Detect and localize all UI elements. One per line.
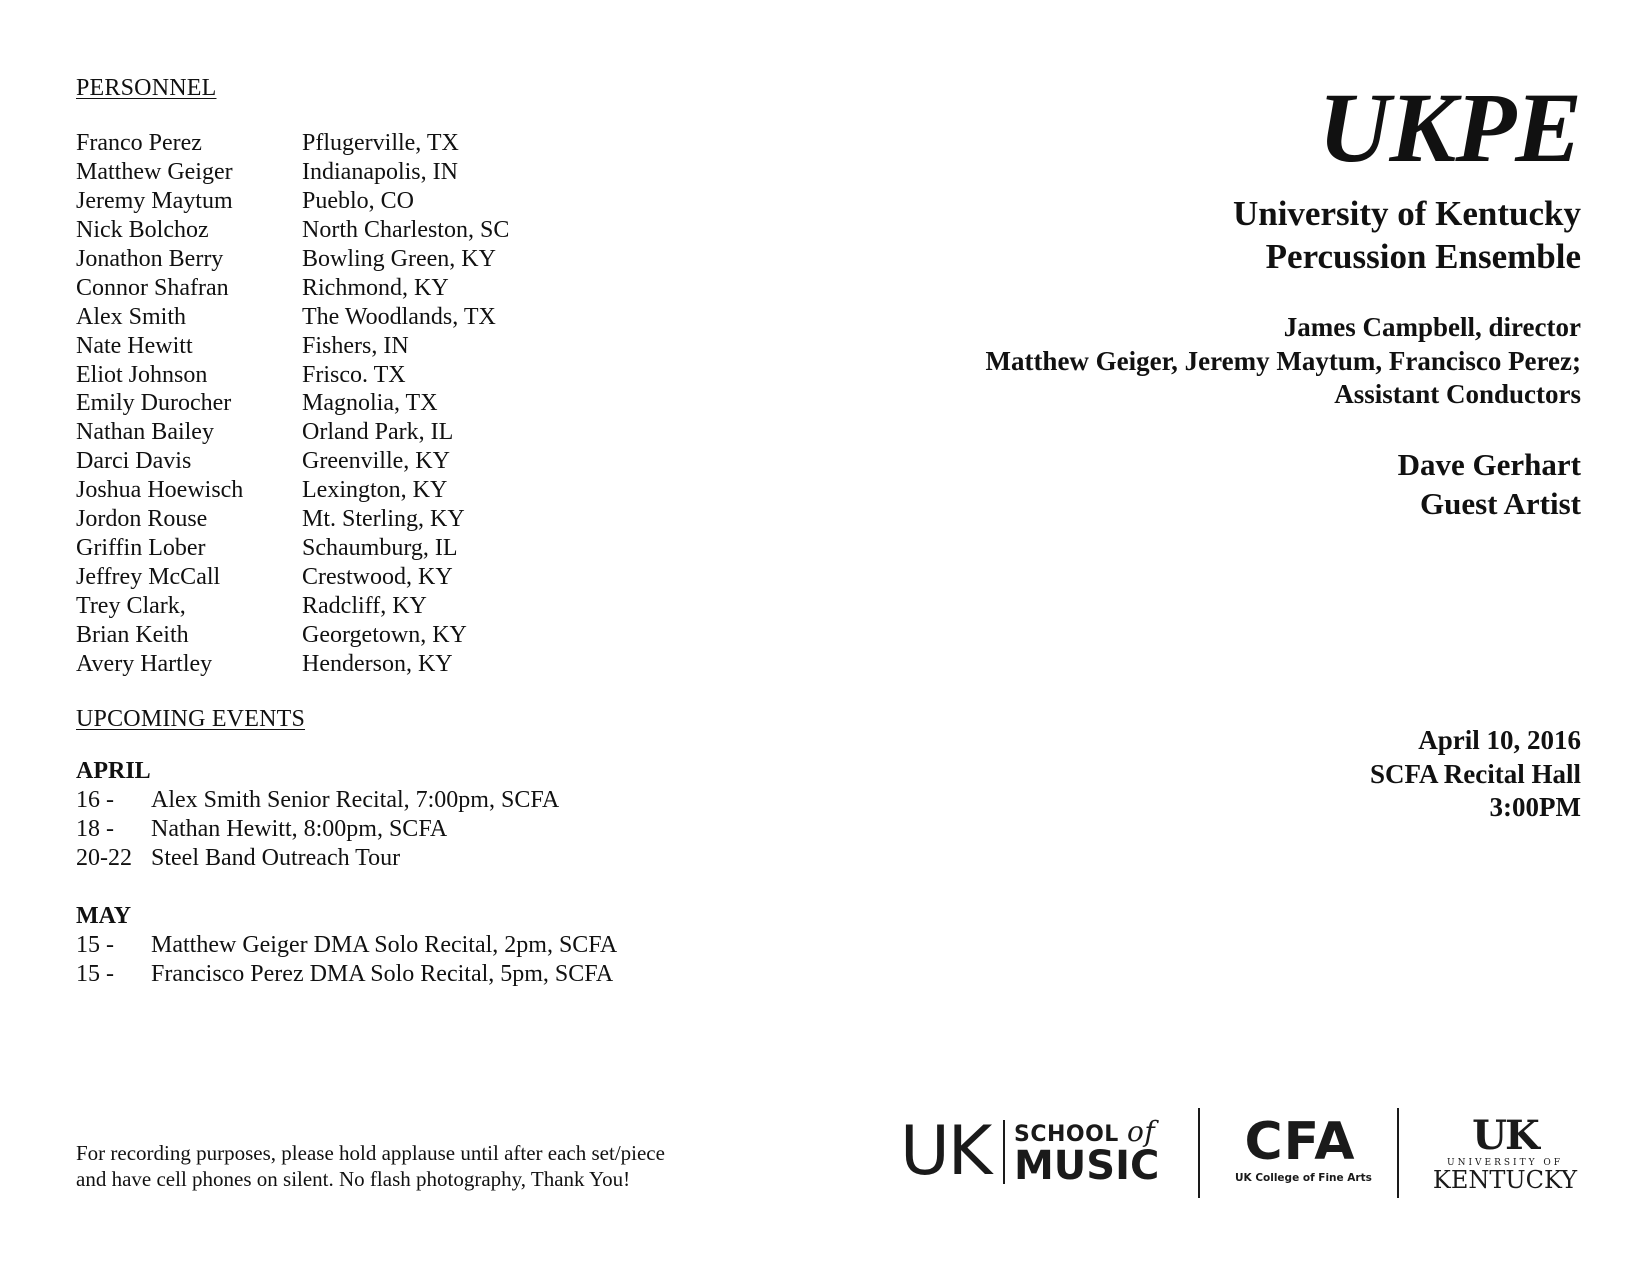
member-hometown: Indianapolis, IN [302,158,458,185]
member-hometown: Magnolia, TX [302,390,438,417]
member-name: Nick Bolchoz [76,216,209,243]
member-hometown: Schaumburg, IL [302,535,458,562]
university-of-text: UNIVERSITY OF [1446,1158,1563,1168]
member-name: Nathan Bailey [76,419,214,446]
april-events [76,757,559,873]
event-description: Francisco Perez DMA Solo Recital, 5pm, SCFA [151,961,614,987]
event-row [76,960,617,989]
personnel-list [76,129,509,679]
event-row [76,844,559,873]
guest-name: Dave Gerhart [1397,447,1581,482]
personnel-row [76,187,509,216]
personnel-row [76,447,509,476]
concert-date: April 10, 2016 [1418,725,1581,755]
personnel-row [76,418,509,447]
member-hometown: Pflugerville, TX [302,130,459,156]
member-hometown: Orland Park, IL [302,419,454,446]
guest-artist [1398,445,1581,523]
member-name: Darci Davis [76,448,192,475]
event-row [76,786,559,815]
personnel-row [76,650,509,679]
guest-role: Guest Artist [1419,486,1581,521]
member-hometown: Fishers, IN [302,332,409,359]
personnel-row [76,389,509,418]
concert-time: 3:00PM [1489,792,1581,822]
member-name: Brian Keith [76,621,189,648]
personnel-row [76,332,509,361]
upcoming-events-heading: UPCOMING EVENTS [76,706,306,732]
personnel-row [76,505,509,534]
personnel-row [76,158,509,187]
of-word: of [1127,1115,1156,1148]
member-hometown: Crestwood, KY [302,564,453,591]
member-hometown: Radcliff, KY [302,593,427,619]
director-line: James Campbell, director [1283,312,1581,342]
member-name: Jeremy Maytum [76,187,233,214]
footer-note [76,1140,665,1192]
member-name: Nate Hewitt [76,332,193,359]
member-name: Trey Clark, [76,593,186,619]
cfa-caption: UK College of Fine Arts [1235,1172,1372,1184]
month-title: MAY [76,903,132,929]
music-word: MUSIC [1014,1143,1160,1189]
personnel-row [76,361,509,390]
org-line-1: University of Kentucky [1232,194,1581,233]
event-date: 18 - [76,816,114,842]
personnel-row [76,303,509,332]
event-description: Steel Band Outreach Tour [151,845,401,871]
concert-venue: SCFA Recital Hall [1370,758,1581,789]
personnel-row [76,476,509,505]
personnel-row [76,245,509,274]
uk-logo-divider [1003,1120,1005,1184]
month-title: APRIL [76,758,151,784]
event-date: 16 - [76,787,114,813]
member-hometown: Pueblo, CO [302,187,415,214]
member-hometown: North Charleston, SC [302,216,510,243]
member-hometown: Lexington, KY [302,477,448,504]
cfa-logo [1235,1112,1372,1184]
event-description: Alex Smith Senior Recital, 7:00pm, SCFA [151,787,560,813]
event-date: 20-22 [76,845,132,871]
personnel-row [76,129,509,158]
member-name: Connor Shafran [76,274,229,301]
personnel-row [76,563,509,592]
footer-line-2: and have cell phones on silent. No flash photography, Thank You! [76,1167,631,1191]
organization-name [1233,192,1581,278]
event-date: 15 - [76,961,114,987]
member-name: Franco Perez [76,130,202,156]
may-events [76,902,617,989]
member-hometown: Richmond, KY [302,274,449,301]
member-hometown: The Woodlands, TX [302,303,496,330]
logo-separator [1198,1108,1200,1198]
event-row [76,815,559,844]
member-name: Matthew Geiger [76,158,233,185]
member-name: Jordon Rouse [76,506,208,533]
member-hometown: Bowling Green, KY [302,245,496,272]
assistants-line-2: Assistant Conductors [1334,379,1581,409]
concert-info [1370,724,1581,825]
ensemble-acronym: UKPE [1318,72,1581,183]
event-date: 15 - [76,932,114,958]
member-hometown: Georgetown, KY [302,621,467,648]
university-of-kentucky-logo [1430,1112,1580,1194]
logo-separator [1397,1108,1399,1198]
event-description: Nathan Hewitt, 8:00pm, SCFA [151,816,448,842]
member-name: Alex Smith [76,303,187,330]
member-name: Joshua Hoewisch [76,477,244,504]
org-line-2: Percussion Ensemble [1265,237,1581,276]
logo-bar [900,1100,1580,1210]
member-name: Emily Durocher [76,390,232,417]
personnel-row [76,592,509,621]
member-hometown: Frisco. TX [302,361,406,388]
member-hometown: Mt. Sterling, KY [302,506,465,533]
school-word: SCHOOL [1014,1122,1119,1147]
assistants-line-1: Matthew Geiger, Jeremy Maytum, Francisco Perez; [985,345,1581,376]
personnel-row [76,216,509,245]
personnel-row [76,621,509,650]
kentucky-text: KENTUCKY [1432,1166,1578,1194]
directors [985,311,1581,412]
member-name: Jonathon Berry [76,245,224,272]
uk-logo: UK [900,1112,991,1191]
member-hometown: Greenville, KY [302,448,450,475]
member-name: Avery Hartley [76,650,213,677]
event-description: Matthew Geiger DMA Solo Recital, 2pm, SCFA [151,932,618,958]
footer-line-1: For recording purposes, please hold applause until after each set/piece [76,1141,665,1165]
cfa-mark: CFA [1244,1112,1356,1172]
personnel-heading: PERSONNEL [76,75,217,101]
member-name: Griffin Lober [76,535,206,562]
member-hometown: Henderson, KY [302,650,453,677]
member-name: Jeffrey McCall [76,564,221,591]
personnel-row [76,274,509,303]
member-name: Eliot Johnson [76,361,208,388]
uk-mark: UK [1472,1112,1538,1159]
personnel-row [76,534,509,563]
event-row [76,931,617,960]
school-of-music-logo [1014,1115,1160,1189]
